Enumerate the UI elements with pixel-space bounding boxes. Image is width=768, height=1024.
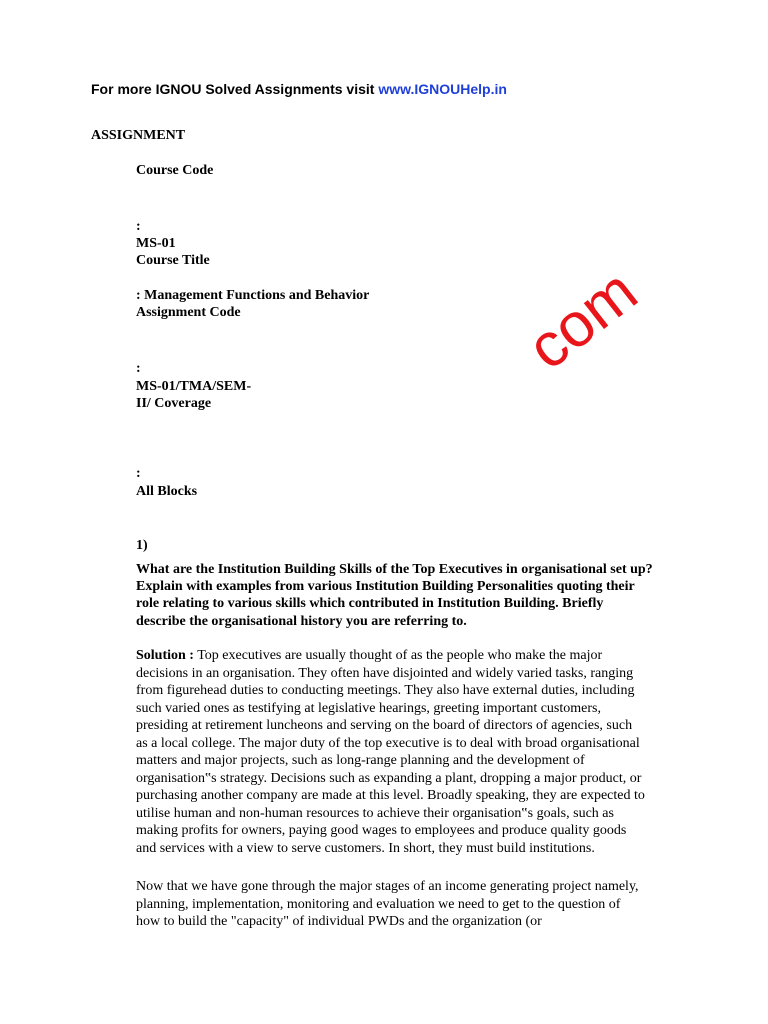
promo-header-text: For more IGNOU Solved Assignments visit [91, 81, 379, 97]
assignment-code-value-line2: II/ Coverage [136, 396, 212, 411]
solution-paragraph-2: Now that we have gone through the major stages of an income generating project namely, planning, implementation, monitoring and evaluation we need to get to the question of how to build the "capacity" of individual PWDs and the organization (or [136, 879, 639, 929]
coverage-value: All Blocks [136, 484, 198, 499]
course-code-value: MS-01 [136, 236, 176, 251]
solution-body: Top executives are usually thought of as the people who make the major decisions in an organisation. They often have disjointed and widely varied tasks, ranging from figurehead duties to conducting meetings. They also have external duties, including such varied ones as testifying at legislative hearings, greeting important customers, presiding at retirement luncheons and serving on the board of directors of agencies, such as a local college. The major duty of the top executive is to deal with broad organisational matters and major projects, such as long-range planning and the development of organisation‟s strategy. Decisions such as expanding a plant, dropping a major product, or purchasing another company are made at this level. Broadly speaking, they are expected to utilise human and non-human resources to achieve their organisation‟s goals, such as making profits for owners, paying good wages to employees and produce quality goods and services with a view to serve customers. In short, they must build institutions. [136, 648, 645, 856]
coverage-colon: : [136, 466, 141, 481]
course-title-label: Course Title [136, 253, 210, 268]
ignou-help-link[interactable]: www.IGNOUHelp.in [378, 81, 507, 97]
question-number: 1) [136, 538, 148, 553]
assignment-code-label: Assignment Code [136, 305, 241, 320]
assignment-code-colon: : [136, 361, 141, 376]
course-code-label: Course Code [136, 163, 214, 178]
course-title-value: : Management Functions and Behavior [136, 288, 370, 303]
course-code-colon: : [136, 219, 141, 234]
assignment-heading: ASSIGNMENT [91, 128, 186, 143]
watermark-text: com [515, 256, 650, 384]
question-text: What are the Institution Building Skills of the Top Executives in organisational set up? Explain with examples from various Institution Building Personalities quoting their role relating to various skills which contributed in Institution Building. Briefly describe the organisational history you are referring to. [136, 562, 653, 629]
solution-label: Solution : [136, 648, 194, 663]
assignment-code-value-line1: MS-01/TMA/SEM- [136, 379, 252, 394]
com-watermark [515, 250, 705, 390]
promo-header [91, 81, 507, 97]
solution-paragraph-1 [136, 647, 646, 857]
